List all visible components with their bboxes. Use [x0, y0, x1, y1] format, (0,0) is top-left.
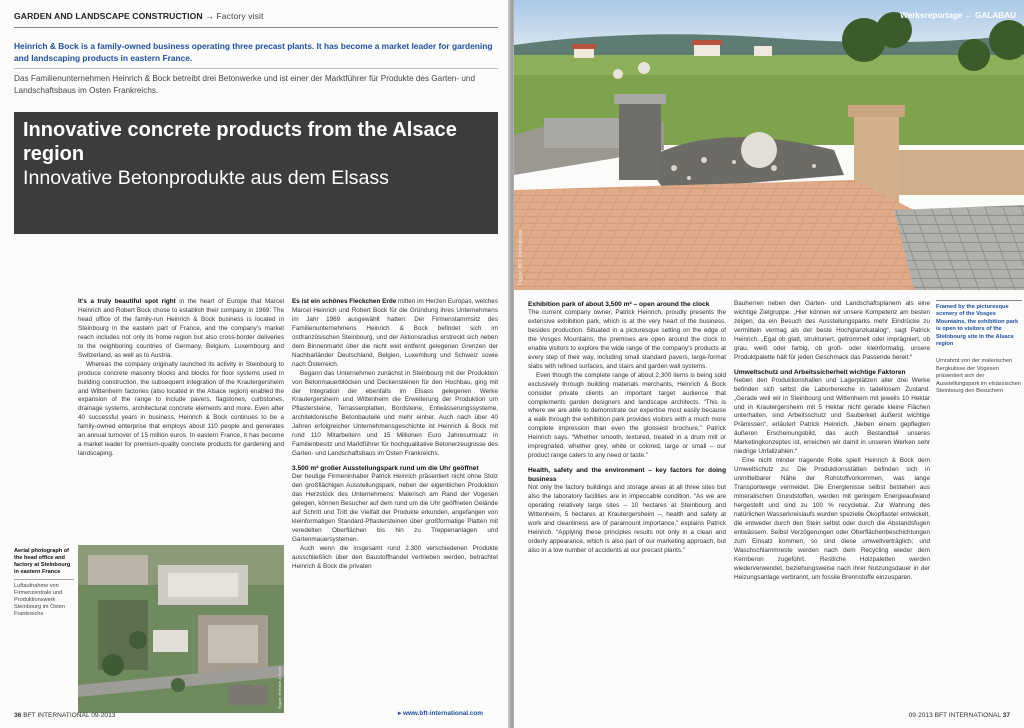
col2-para-2: Begann das Unternehmen zunächst in Steinbourg mit der Produktion von Betonmauerblöcken und Deckensteinen für den Hochbau, ging mit der Integration der ebenfalls im Elsass gelegenen Werke Krautergersheim und Wittenheim die Erweiterung der Produktion um Pflastersteine, Terrassenplatten, Bordsteine, Entwässerungssysteme, architektonische Betonbauteile und mehr einher. Auch nach über 40 Jahren erfolgreicher Unternehmensgeschichte ist Heinrich & Bock mit rund 110 Mitarbeitern und 15 Millionen Euro Jahresumsatz in Familienbesitz und Marktführer für hochqualitative Betonerzeugnisse des Garten- und Landschaftsbaus im Osten Frankreichs.	[292, 369, 498, 458]
col2-para-3: Der heutige Firmeninhaber Patrick Heinrich präsentiert nicht ohne Stolz den großflächigen Ausstellungspark, neben der eigentlichen Produktion das Herzstück des Unternehmens: Malerisch am Rand der Vogesen gelegen, können Besucher auf dem rund um die Uhr geöffneten Gelände auf Schritt und Tritt die Vielfalt der Produkte erkunden, angefangen von kleinformatigen Standard-Pflastersteinen über großformatige Platten mit veredelten Oberflächen bis hin zu Treppenanlagen und Gartenmauersystemen.	[292, 473, 498, 543]
caption-rule	[14, 579, 74, 580]
right-col1-para-1: The current company owner, Patrick Heinrich, proudly presents the extensive exhibition park, which is at the very heart of the business, besides production. Situated in a picturesque setting on the edge of the Vosges Mountains, the premises are open around the clock to enable visitors to explore the wide range of the company’s products at every step of their way, including small standard pavers, large-format slabs with refined surfaces, and stairs and garden wall systems.	[528, 309, 726, 370]
caption-german: Luftaufnahme von Firmenzentrale und Produktionswerk Steinbourg im Osten Frankreichs	[14, 583, 65, 617]
website-link[interactable]	[398, 709, 483, 717]
issue-number-right: 09·2013	[908, 712, 933, 719]
park-caption-german: Umrahmt von der malerischen Bergkulisse der Vogesen präsentiert sich der Ausstellungspark im elsässischen Steinbourg den Besuchern	[936, 358, 1022, 395]
page-number: 36	[14, 712, 22, 719]
right-col-english	[528, 300, 726, 708]
left-page	[0, 0, 510, 728]
right-subheading-2: Health, safety and the environment – key factors for doing business	[528, 467, 726, 484]
left-col-english	[78, 298, 284, 534]
section-header-right	[900, 11, 1016, 20]
issue-number: 09·2013	[91, 712, 116, 719]
col1-para-2: Whereas the company originally launched its activity in Steinbourg to produce concrete masonry blocks and blocks for floor systems used in building construction, the subsequent integration of the Krautergersheim and Wittenheim factories (also located in the Alsace region) enabled the expansion of the range to include pavers, flagstones, curbstones, drainage systems, architectural concrete elements and more. Even after 40 successful years in business, Heinrich & Bock continues to be a family-owned enterprise that employs about 110 people and generates an annual turnover of 15 million euros. In eastern France, it has become a market leader for premium-quality concrete products for gardening and landscaping.	[78, 360, 284, 458]
lead-german: Das Familienunternehmen Heinrich & Bock betreibt drei Betonwerke und ist einer der Marktführer für Produkte des Garten- und Landschaftsbaus im Osten Frankreichs.	[14, 74, 475, 95]
right-page	[514, 0, 1024, 728]
right-col1-para-2: Even though the complete range of about 2,300 items is being sold exclusively through building materials merchants, Heinrich & Bock consider private clients an important target audience that complements garden designers and landscape architects. “This is where we are able to demonstrate our expertise most easily because a walk through the exhibition park provides visitors with a much more complete impression than even the glossiest brochure,” Patrick Heinrich says. “Whether smooth, textured, treated in a drum mill or impregnated, whether grey, white or colored, large or small – our product range caters to any need or taste.”	[528, 371, 726, 460]
right-subheading-3: Umweltschutz und Arbeitssicherheit wichtige Faktoren	[734, 368, 906, 376]
right-col2-para-1: Bauherren neben den Garten- und Landschaftsplanern als eine wichtige Zielgruppe. „Hier können wir unsere Kompetenz am besten zeigen, da ein Besuch des Ausstellungsparks mehr Eindrücke zu vermitteln vermag als der beste Hochglanzkatalog“, sagt Patrick Heinrich. „Egal ob glatt, strukturiert, getrommelt oder imprägniert, ob grau, weiß oder farbig, ob groß- oder kleinformatig, unsere Produktpalette hält für jeden Geschmack das Passende bereit.“	[734, 300, 930, 361]
title-german: Innovative Betonprodukte aus dem Elsass	[23, 167, 389, 189]
col2-lead: Es ist ein schönes Fleckchen Erde	[292, 298, 397, 305]
werks-subtitle: ← GALABAU	[964, 11, 1016, 20]
section-header	[14, 11, 264, 21]
page-number-right: 37	[1002, 712, 1010, 719]
col2-para-4: Auch wenn die insgesamt rund 2.300 verschiedenen Produkte ausschließlich über den Baustoffhandel vertrieben werden, betrachtet Heinrich & Bock die privaten	[292, 544, 498, 570]
right-footer	[909, 712, 1010, 719]
right-col1-para-3: Not only the factory buildings and storage areas at all three sites but also the laboratory facilities are in impeccable condition. “As we are operating relatively large sites – 10 hectares at Steinbourg and Wittenheim, 5 hectares at Krautergersheim –, health and safety at work and cleanliness are of paramount importance,” explains Patrick Heinrich. “Applying these principles results not only in a clean and orderly appearance, which is also part of our marketing approach, but also in a low number of accidents at our precast plants.”	[528, 484, 726, 554]
col2-subheading: 3.500 m² großer Ausstellungspark rund um die Uhr geöffnet	[292, 465, 479, 473]
lead-english: Heinrich & Bock is a family-owned business operating three precast plants. It has become a market leader for gardening and landscaping products in eastern France.	[14, 41, 493, 63]
hero-photo	[514, 0, 1024, 290]
col1-para-1: in the heart of Europe that Marcel Heinrich and Robert Bock chose to establish their company in 1969: The head office of the family-run Heinrich & Bock business is located in Steinbourg in the eastern part of France, and the company’s market reach includes not only its home region but also cross-border deliveries to the neighboring countries of Germany, Belgium, Luxembourg and Switzerland, as well as to Austria.	[78, 298, 284, 359]
website-text: www.bft-international.com	[402, 710, 483, 717]
section-subtitle: → Factory visit	[205, 11, 264, 21]
aerial-caption	[14, 548, 74, 618]
lead-rule	[14, 68, 498, 69]
photo-credit-right: Figure: BFT International	[518, 230, 524, 286]
left-footer	[14, 712, 115, 719]
col1-lead: It’s a truly beautiful spot right	[78, 298, 176, 305]
section-title: GARDEN AND LANDSCAPE CONSTRUCTION	[14, 11, 203, 21]
park-caption	[936, 300, 1022, 395]
header-rule	[14, 27, 498, 28]
title-english: Innovative concrete products from the Alsace region	[23, 119, 457, 165]
side-caption-rule	[936, 300, 1022, 301]
left-col-german	[292, 298, 498, 708]
caption-english: Aerial photograph of the head office and factory at Steinbourg in eastern France	[14, 548, 71, 575]
right-col-german	[734, 300, 930, 708]
magazine-name-right: BFT INTERNATIONAL	[934, 712, 1001, 719]
aerial-photo-graphic	[78, 545, 284, 713]
aerial-photo	[78, 545, 284, 713]
title-box	[14, 112, 498, 234]
right-subheading-1: Exhibition park of about 3,500 m² – open around the clock	[528, 301, 710, 308]
right-col2-para-2: Neben den Produktionshallen und Lagerplätzen aller drei Werke befinden sich selbst die Laborbereiche in tadellosem Zustand. „Gerade weil wir in Steinbourg und Wittenheim mit jeweils 10 Hektar und in Krautergersheim mit 5 Hektar nicht gerade kleine Flächen unterhalten, sind Arbeitsschutz und Sauberkeit äußerst wichtige Prämissen“, erläutert Patrick Heinrich. „Neben einem gepflegten äußeren Erscheinungsbild, das auch Bestandteil unseres Marketingkonzeptes ist, erreichen wir damit in unseren Werken sehr niedrige Unfallzahlen.“	[734, 376, 930, 456]
right-col2-para-3: Eine nicht minder tragende Rolle spielt Heinrich & Bock dem Umweltschutz zu: Die Produktionsstätten befinden sich in unmittelbarer Nähe der Rohstoffvorkommen, was lange Transportwege vermeidet. Die Energienisse selbst bestehen aus mineralischen Grundstoffen, werden mit geringem Energieaufwand hergestellt und sind zu 100 % recyclebar. Zur Wahrung des natürlichen Wasserkreislaufs wurden spezielle Ökopflaster entwickelt, die entweder durch den Stein selbst oder durch die Abstandsfugen entwässern. Selbst Verzögerungen oder Oberflächenbeschichtungen zum Einsatz kommen, so sind diese umweltverträglich; und Waschschlammreste werden nach dem Recycling wieder dem Kernberon zugeführt. Restliche Holzpaletten werden wiederverwendet, beziehungsweise nach ihrer Nutzungsdauer in der Heizungsanlage verbrannt, um fossile Brennstoffe einzusparen.	[734, 457, 930, 581]
photo-credit: Figure: Heinrich & Bock	[277, 666, 282, 709]
magazine-name: BFT INTERNATIONAL	[23, 712, 90, 719]
werks-title: Werksreportage	[900, 11, 963, 20]
arrow-icon: ▸	[398, 710, 403, 717]
col2-para-1: mitten im Herzen Europas, welches Marcel Heinrich und Robert Bock für die Gründung ihres Unternehmens im Jahr 1969 ausgewählt hatten: Der Firmenstammsitz des Familienunternehmens Heinrich & Bock befindet sich im ostfranzösischen Steinbourg, und der Aktionsradius erstreckt sich neben dem Binnenmarkt über die nicht weit entfernt gelegenen Grenzen der Nachbarländer Deutschland, Belgien, Luxemburg und Schweiz sowie nach Österreich.	[292, 298, 498, 368]
exhibition-park-graphic	[514, 0, 1024, 290]
park-caption-english: Framed by the picturesque scenery of the Vosges Mountains, the exhibition park is open to visitors of the Steinbourg site in the Alsace region	[936, 304, 1019, 348]
